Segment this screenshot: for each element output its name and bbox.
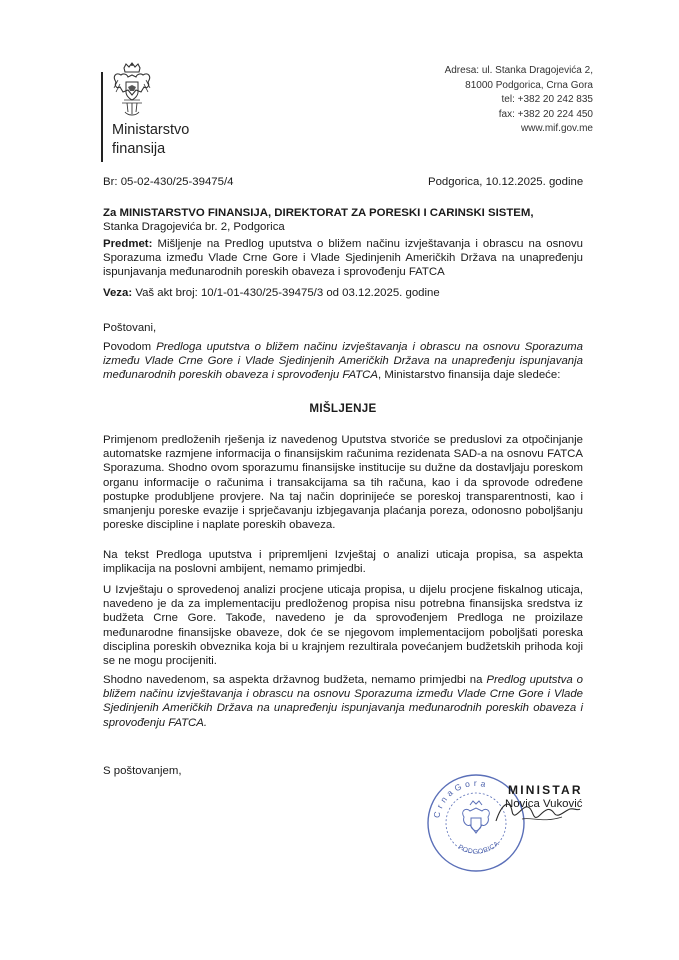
- subject-block: [103, 237, 583, 280]
- body-paragraph-3: U Izvještaju o sprovedenoj analizi procjene uticaja propisa, u dijelu procjene fiskalnog uticaja, navedeno je da za implementaciju predloženog propisa nisu potrebna finansijska sredstva iz budžeta Crne Gore. Takođe, navedeno je da sprovođenjem Predloga ne proizilaze međunarodne finansijske obaveze, dok će se njegovom implementacijom poboljšati poreska disciplina poreskih obveznika koja bi u krajnjem rezultirala povećanjem budžetskih prihoda koji se ne mogu procijeniti.: [103, 584, 583, 668]
- greeting: Poštovani,: [103, 322, 157, 334]
- p4-document-title: Predlog uputstva o bližem načinu izvještavanja i obrascu na osnovu Sporazuma između Vlade Crne Gore i Vlade Sjedinjenih Američkih Država na unapređenju ispunjavanja međunarodnih poreskih obaveza i sprovođenju FATCA.: [103, 674, 584, 729]
- signer-name: Novica Vuković: [505, 798, 583, 810]
- contact-address-block: [373, 64, 593, 137]
- intro-suffix: , Ministarstvo finansija daje sledeće:: [378, 369, 561, 382]
- closing: S poštovanjem,: [103, 765, 182, 777]
- ministry-name-line2: finansija: [112, 141, 166, 157]
- document-date: Podgorica, 10.12.2025. godine: [428, 176, 584, 188]
- signer-title: MINISTAR: [508, 783, 583, 797]
- svg-text:PODGORICA: PODGORICA: [456, 840, 501, 856]
- fax-line: fax: +382 20 224 450: [498, 108, 593, 120]
- svg-text:C r n a G o r a: C r n a G o r a: [431, 777, 487, 819]
- veza-text: Vaš akt broj: 10/1-01-430/25-39475/3 od 03.12.2025. godine: [135, 287, 440, 299]
- body-paragraph-1: Primjenom predloženih rješenja iz navedenog Uputstva stvoriće se preduslovi za otpočinjanje automatske razmjene informacija o finansijskim računima rezidenata SAD-a na osnovu FATCA Sporazuma. Shodno ovom sporazumu finansijske institucije su dužne da dostavljaju poreskom organu informacije o računima i transakcijama sa tih računa, kao i da sprovode određene postupke produbljene provjere. Na taj način doprinijeće se poreskoj transparentnosti, kao i smanjenju poreske evazije i sprječavanju izbjegavanja plaćanja poreza, odonosno poboljšanju poreske discipline i naplate poreskih obaveza.: [103, 434, 583, 532]
- reference-number: Br: 05-02-430/25-39475/4: [103, 176, 234, 188]
- recipient-name: MINISTARSTVO FINANSIJA, DIREKTORAT ZA PORESKI I CARINSKI SISTEM,: [119, 207, 534, 219]
- website-line: www.mif.gov.me: [520, 123, 593, 135]
- phone-line: tel: +382 20 242 835: [501, 94, 593, 106]
- address-line: 81000 Podgorica, Crna Gora: [465, 79, 593, 91]
- recipient-address: Stanka Dragojevića br. 2, Podgorica: [103, 221, 285, 234]
- body-paragraph-4: [103, 673, 583, 730]
- reference-link-block: [103, 286, 583, 300]
- subject-label: Predmet:: [103, 238, 153, 250]
- coat-of-arms-icon: [110, 62, 154, 122]
- intro-prefix: Povodom: [103, 341, 152, 353]
- ministry-name-line1: Ministarstvo: [112, 122, 190, 138]
- recipient-prefix: Za: [103, 207, 117, 219]
- body-paragraph-2: Na tekst Predloga uputstva i pripremljeni Izvještaj o analizi uticaja propisa, sa aspekta implikacija na poslovni ambijent, nemamo primjedbi.: [103, 549, 583, 576]
- recipient-block: [103, 206, 583, 234]
- header-divider: [101, 72, 103, 162]
- address-line: Adresa: ul. Stanka Dragojevića 2,: [444, 65, 593, 76]
- veza-label: Veza:: [103, 287, 133, 299]
- subject-text: Mišljenje na Predlog uputstva o bližem načinu izvještavanja i obrascu na osnovu Sporazuma između Vlade Crne Gore i Vlade Sjedinjenih Američkih Država na unapređenju ispunjavanja međunarodnih poreskih obaveza i sprovođenju FATCA: [103, 238, 583, 279]
- ministry-name: [112, 121, 189, 159]
- intro-document-title: Predloga uputstva o bližem načinu izvještavanja i obrascu na osnovu Sporazuma između Vlade Crne Gore i Vlade Sjedinjenih Američkih Država na unapređenju ispunjavanja međunarodnih poreskih obaveza i sprovođenju FATCA: [103, 341, 583, 382]
- intro-paragraph: [103, 340, 583, 383]
- opinion-heading: MIŠLJENJE: [309, 402, 377, 415]
- p4-prefix: Shodno navedenom, sa aspekta državnog budžeta, nemamo primjedbi na: [103, 674, 483, 686]
